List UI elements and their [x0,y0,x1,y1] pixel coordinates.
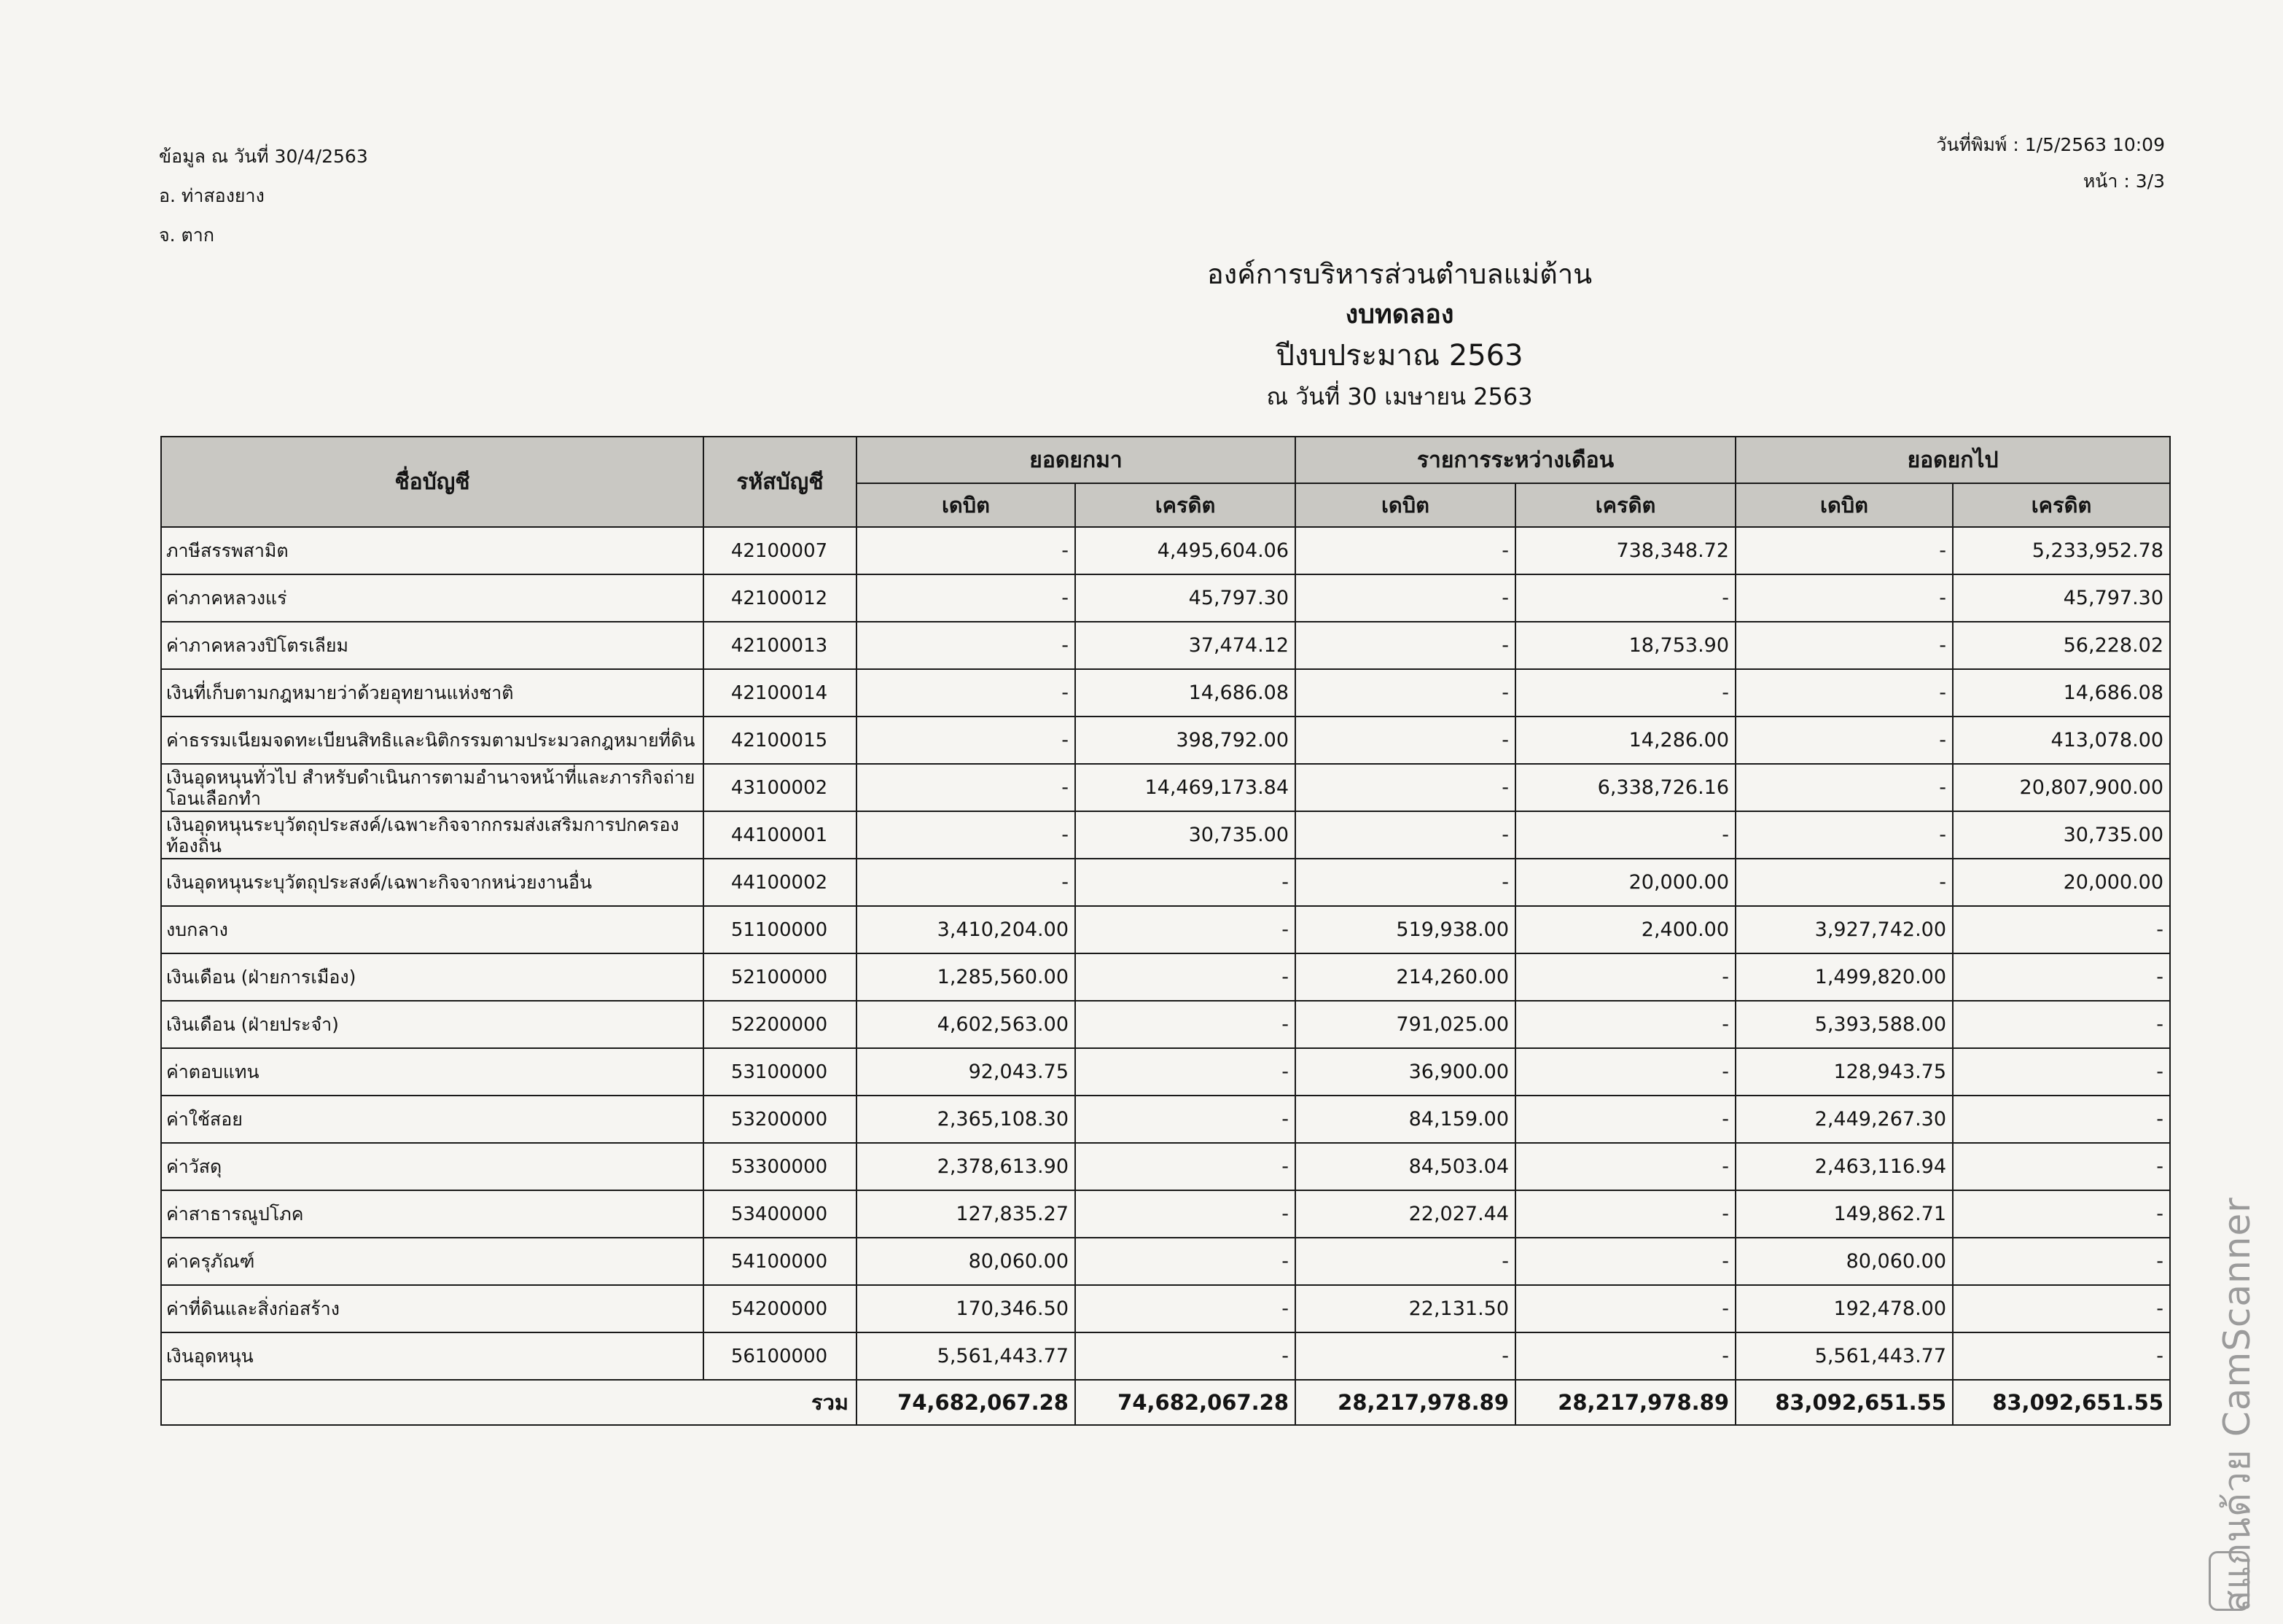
total-row [161,1380,2170,1425]
cf-credit: 56,228.02 [1953,622,2170,669]
bf-credit: - [1075,953,1295,1001]
cf-debit: - [1736,574,1953,622]
account-name: เงินที่เก็บตามกฎหมายว่าด้วยอุทยานแห่งชาติ [161,669,703,717]
account-name: เงินเดือน (ฝ่ายประจำ) [161,1001,703,1048]
cf-debit: 149,862.71 [1736,1190,1953,1238]
table-row [161,1238,2170,1285]
cf-debit: - [1736,622,1953,669]
bf-debit: 92,043.75 [856,1048,1075,1096]
cf-credit: - [1953,1238,2170,1285]
month-credit: - [1515,1001,1736,1048]
header-left [159,137,368,255]
cf-debit: 192,478.00 [1736,1285,1953,1332]
month-credit: 18,753.90 [1515,622,1736,669]
month-debit: - [1295,764,1515,811]
account-name: เงินอุดหนุนระบุวัตถุประสงค์/เฉพาะกิจจากกรมส่งเสริมการปกครองท้องถิ่น [161,811,703,859]
table-row [161,1143,2170,1190]
month-credit: - [1515,669,1736,717]
header-row-1 [161,437,2170,483]
month-debit: 36,900.00 [1295,1048,1515,1096]
bf-debit: 5,561,443.77 [856,1332,1075,1380]
cf-credit: 20,807,900.00 [1953,764,2170,811]
bf-debit: 170,346.50 [856,1285,1075,1332]
table-row [161,717,2170,764]
bf-debit: - [856,574,1075,622]
account-code: 42100012 [703,574,856,622]
header-right [1936,127,2165,200]
account-code: 42100007 [703,527,856,574]
account-name: ค่าสาธารณูปโภค [161,1190,703,1238]
table-row [161,859,2170,906]
cf-credit: - [1953,906,2170,953]
cf-debit: 2,449,267.30 [1736,1096,1953,1143]
month-credit: - [1515,1285,1736,1332]
month-debit: 84,159.00 [1295,1096,1515,1143]
col-cf-credit: เครดิต [1953,483,2170,527]
account-code: 54200000 [703,1285,856,1332]
month-credit: - [1515,1190,1736,1238]
cf-credit: 14,686.08 [1953,669,2170,717]
total-cf-debit: 83,092,651.55 [1736,1380,1953,1425]
bf-debit: 3,410,204.00 [856,906,1075,953]
account-name: เงินเดือน (ฝ่ายการเมือง) [161,953,703,1001]
account-code: 53300000 [703,1143,856,1190]
bf-debit: - [856,717,1075,764]
table-row [161,622,2170,669]
bf-credit: - [1075,859,1295,906]
month-credit: - [1515,1048,1736,1096]
month-credit: - [1515,811,1736,859]
table-row [161,527,2170,574]
table-row [161,811,2170,859]
table-row [161,906,2170,953]
col-bf-credit: เครดิต [1075,483,1295,527]
month-debit: 22,131.50 [1295,1285,1515,1332]
report-title: งบทดลอง [1345,300,1454,329]
account-name: ค่าภาคหลวงแร่ [161,574,703,622]
account-name: เงินอุดหนุน [161,1332,703,1380]
total-m-credit: 28,217,978.89 [1515,1380,1736,1425]
cf-debit: 1,499,820.00 [1736,953,1953,1001]
col-m-credit: เครดิต [1515,483,1736,527]
cf-credit: - [1953,1285,2170,1332]
cf-debit: 80,060.00 [1736,1238,1953,1285]
account-name: ค่าครุภัณฑ์ [161,1238,703,1285]
month-debit: 519,938.00 [1295,906,1515,953]
bf-debit: 4,602,563.00 [856,1001,1075,1048]
account-code: 44100001 [703,811,856,859]
cf-debit: 128,943.75 [1736,1048,1953,1096]
table-row [161,1332,2170,1380]
account-code: 52200000 [703,1001,856,1048]
table-row [161,1285,2170,1332]
month-credit: 2,400.00 [1515,906,1736,953]
account-name: ค่าธรรมเนียมจดทะเบียนสิทธิและนิติกรรมตามประมวลกฎหมายที่ดิน [161,717,703,764]
cf-debit: 3,927,742.00 [1736,906,1953,953]
page-number: หน้า : 3/3 [2083,171,2165,192]
bf-credit: - [1075,1096,1295,1143]
cf-credit: - [1953,1143,2170,1190]
account-code: 42100013 [703,622,856,669]
organization-name: องค์การบริหารส่วนตำบลแม่ต้าน [1206,258,1593,290]
account-code: 56100000 [703,1332,856,1380]
month-debit: 791,025.00 [1295,1001,1515,1048]
print-date: วันที่พิมพ์ : 1/5/2563 10:09 [1936,134,2165,155]
col-during-month: รายการระหว่างเดือน [1295,437,1736,483]
bf-debit: - [856,764,1075,811]
bf-debit: 2,378,613.90 [856,1143,1075,1190]
account-code: 42100015 [703,717,856,764]
account-code: 53100000 [703,1048,856,1096]
account-name: ค่าตอบแทน [161,1048,703,1096]
month-credit: - [1515,1096,1736,1143]
bf-debit: - [856,811,1075,859]
month-credit: - [1515,1143,1736,1190]
month-credit: - [1515,1332,1736,1380]
col-cf-debit: เดบิต [1736,483,1953,527]
total-bf-credit: 74,682,067.28 [1075,1380,1295,1425]
bf-debit: - [856,859,1075,906]
month-debit: - [1295,669,1515,717]
table-row [161,1190,2170,1238]
bf-credit: - [1075,1143,1295,1190]
trial-balance-table [160,436,2171,1426]
cf-credit: - [1953,1190,2170,1238]
table-row [161,1001,2170,1048]
data-date: ข้อมูล ณ วันที่ 30/4/2563 [159,146,368,167]
table-row [161,1096,2170,1143]
cf-debit: - [1736,669,1953,717]
account-code: 51100000 [703,906,856,953]
month-debit: 84,503.04 [1295,1143,1515,1190]
account-name: เงินอุดหนุนระบุวัตถุประสงค์/เฉพาะกิจจากหน่วยงานอื่น [161,859,703,906]
bf-debit: - [856,622,1075,669]
account-code: 54100000 [703,1238,856,1285]
month-credit: - [1515,574,1736,622]
account-name: ค่าใช้สอย [161,1096,703,1143]
account-name: งบกลาง [161,906,703,953]
bf-credit: 14,469,173.84 [1075,764,1295,811]
month-debit: - [1295,1238,1515,1285]
province: จ. ตาก [159,225,214,246]
cf-credit: - [1953,1096,2170,1143]
cf-debit: 5,393,588.00 [1736,1001,1953,1048]
account-name: ค่าวัสดุ [161,1143,703,1190]
month-debit: - [1295,527,1515,574]
cf-credit: 45,797.30 [1953,574,2170,622]
table-row [161,669,2170,717]
account-name: เงินอุดหนุนทั่วไป สำหรับดำเนินการตามอำนาจหน้าที่และภารกิจถ่ายโอนเลือกทำ [161,764,703,811]
month-debit: - [1295,574,1515,622]
district: อ. ท่าสองยาง [159,185,265,206]
bf-debit: - [856,669,1075,717]
month-debit: - [1295,859,1515,906]
account-code: 44100002 [703,859,856,906]
title-block [729,254,2070,417]
cf-credit: - [1953,1332,2170,1380]
bf-credit: 4,495,604.06 [1075,527,1295,574]
account-code: 52100000 [703,953,856,1001]
cf-credit: 30,735.00 [1953,811,2170,859]
bf-credit: - [1075,906,1295,953]
account-code: 53200000 [703,1096,856,1143]
account-code: 42100014 [703,669,856,717]
bf-credit: - [1075,1001,1295,1048]
table-row [161,953,2170,1001]
cf-debit: 5,561,443.77 [1736,1332,1953,1380]
fiscal-year: ปีงบประมาณ 2563 [1276,339,1523,372]
month-credit: 14,286.00 [1515,717,1736,764]
table-body [161,527,2170,1380]
bf-credit: 398,792.00 [1075,717,1295,764]
cf-debit: - [1736,717,1953,764]
cf-debit: - [1736,527,1953,574]
month-debit: 214,260.00 [1295,953,1515,1001]
bf-credit: 37,474.12 [1075,622,1295,669]
bf-credit: - [1075,1048,1295,1096]
month-debit: - [1295,717,1515,764]
col-account-code: รหัสบัญชี [703,437,856,527]
month-credit: 20,000.00 [1515,859,1736,906]
as-of-date: ณ วันที่ 30 เมษายน 2563 [1266,383,1533,410]
cf-credit: - [1953,1001,2170,1048]
total-bf-debit: 74,682,067.28 [856,1380,1075,1425]
bf-credit: - [1075,1190,1295,1238]
table-row [161,764,2170,811]
account-name: ค่าภาคหลวงปิโตรเลียม [161,622,703,669]
total-cf-credit: 83,092,651.55 [1953,1380,2170,1425]
cf-debit: - [1736,811,1953,859]
account-name: ภาษีสรรพสามิต [161,527,703,574]
bf-debit: 2,365,108.30 [856,1096,1075,1143]
col-m-debit: เดบิต [1295,483,1515,527]
month-credit: 738,348.72 [1515,527,1736,574]
table-row [161,574,2170,622]
month-credit: - [1515,1238,1736,1285]
total-label: รวม [161,1380,856,1425]
cf-credit: - [1953,953,2170,1001]
month-debit: - [1295,622,1515,669]
month-debit: - [1295,1332,1515,1380]
bf-credit: 14,686.08 [1075,669,1295,717]
col-account-name: ชื่อบัญชี [161,437,703,527]
bf-credit: 30,735.00 [1075,811,1295,859]
cf-credit: - [1953,1048,2170,1096]
month-credit: 6,338,726.16 [1515,764,1736,811]
account-code: 53400000 [703,1190,856,1238]
account-code: 43100002 [703,764,856,811]
camscanner-watermark: สแกนด้วย CamScanner [2216,1197,2258,1612]
col-bf-debit: เดบิต [856,483,1075,527]
cf-credit: 5,233,952.78 [1953,527,2170,574]
month-debit: 22,027.44 [1295,1190,1515,1238]
month-debit: - [1295,811,1515,859]
cf-credit: 20,000.00 [1953,859,2170,906]
bf-credit: - [1075,1332,1295,1380]
cf-debit: - [1736,859,1953,906]
bf-debit: 127,835.27 [856,1190,1075,1238]
bf-credit: - [1075,1238,1295,1285]
month-credit: - [1515,953,1736,1001]
account-name: ค่าที่ดินและสิ่งก่อสร้าง [161,1285,703,1332]
cf-debit: 2,463,116.94 [1736,1143,1953,1190]
bf-debit: 80,060.00 [856,1238,1075,1285]
col-carried-forward: ยอดยกไป [1736,437,2170,483]
table-row [161,1048,2170,1096]
bf-debit: - [856,527,1075,574]
bf-credit: - [1075,1285,1295,1332]
cf-credit: 413,078.00 [1953,717,2170,764]
bf-credit: 45,797.30 [1075,574,1295,622]
bf-debit: 1,285,560.00 [856,953,1075,1001]
col-brought-forward: ยอดยกมา [856,437,1295,483]
total-m-debit: 28,217,978.89 [1295,1380,1515,1425]
cf-debit: - [1736,764,1953,811]
